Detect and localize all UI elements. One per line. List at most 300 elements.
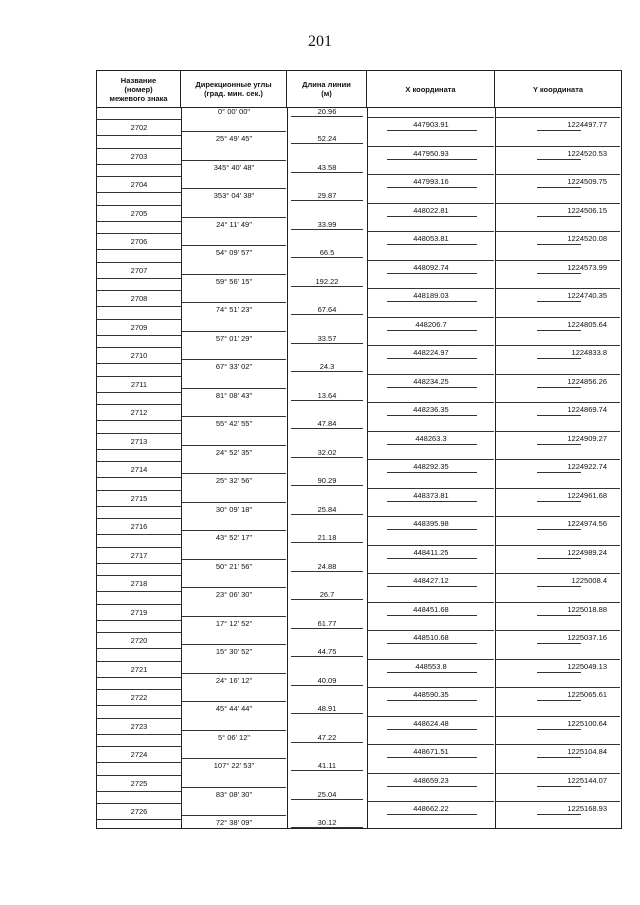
table-row-length: 33.99	[317, 219, 337, 229]
x-underline	[387, 273, 477, 274]
x-underline	[387, 757, 477, 758]
y-rule-upper	[496, 630, 620, 631]
table-row-length: 61.77	[317, 618, 337, 628]
name-rule-upper	[97, 319, 181, 320]
table-row-angle: 43° 52' 17"	[215, 533, 253, 542]
boundary-points-table	[96, 70, 622, 829]
table-row-x: 448659.23	[413, 775, 449, 785]
y-rule-upper	[496, 146, 620, 147]
table-row-name: 2704	[130, 180, 148, 189]
name-rule-upper	[97, 575, 181, 576]
x-underline	[387, 216, 477, 217]
name-rule-lower	[97, 420, 181, 421]
name-rule-lower	[97, 591, 181, 592]
table-row-x: 448553.8	[415, 661, 447, 671]
table-row-angle: 67° 33' 02"	[215, 362, 253, 371]
table-row-length: 47.22	[317, 732, 337, 742]
angle-rule	[182, 587, 286, 588]
table-row-y: 1224974.56	[567, 519, 607, 528]
table-row-y: 1225037.16	[567, 633, 607, 642]
length-underline	[291, 713, 363, 714]
name-rule-upper	[97, 148, 181, 149]
y-rule-upper	[496, 516, 620, 517]
name-rule-upper	[97, 632, 181, 633]
name-rule-lower	[97, 335, 181, 336]
table-row-y: 1224509.75	[567, 177, 607, 186]
table-row-length: 13.64	[317, 390, 337, 400]
x-rule-upper	[368, 203, 494, 204]
x-rule-upper	[368, 687, 494, 688]
x-rule-upper	[368, 744, 494, 745]
name-rule-lower	[97, 135, 181, 136]
name-rule-lower	[97, 306, 181, 307]
x-rule-upper	[368, 545, 494, 546]
table-row-angle: 55° 42' 55"	[215, 419, 253, 428]
table-row-y: 1225065.61	[567, 690, 607, 699]
y-underline	[537, 729, 581, 730]
length-underline	[291, 286, 363, 287]
y-underline	[537, 643, 581, 644]
name-rule-lower	[97, 506, 181, 507]
y-underline	[537, 130, 581, 131]
y-rule-upper	[496, 602, 620, 603]
table-row-name: 2706	[130, 237, 148, 246]
x-underline	[387, 586, 477, 587]
table-row-name: 2714	[130, 465, 148, 474]
angle-rule	[182, 131, 286, 132]
angle-rule	[182, 473, 286, 474]
name-rule-lower	[97, 620, 181, 621]
x-rule-upper	[368, 231, 494, 232]
x-rule-upper	[368, 402, 494, 403]
table-row-length: 67.64	[317, 305, 337, 314]
name-rule-upper	[97, 119, 181, 120]
name-rule-upper	[97, 490, 181, 491]
table-row-y: 1225144.07	[567, 775, 607, 785]
angle-rule	[182, 359, 286, 360]
table-row-y: 1224833.8	[571, 348, 607, 357]
table-row-angle: 17° 12' 52"	[215, 618, 253, 628]
table-row-x: 448510.68	[413, 633, 449, 642]
table-row-length: 32.02	[317, 447, 337, 457]
y-rule-upper	[496, 459, 620, 460]
x-rule-upper	[368, 716, 494, 717]
y-rule-upper	[496, 260, 620, 261]
table-row-x: 448624.48	[413, 718, 449, 728]
table-row-name: 2705	[130, 208, 148, 218]
angle-rule	[182, 160, 286, 161]
y-rule-upper	[496, 773, 620, 774]
table-row-name: 2710	[130, 351, 148, 360]
table-row-angle: 25° 32' 56"	[215, 476, 253, 485]
table-row-y: 1225008.4	[571, 576, 607, 585]
x-underline	[387, 472, 477, 473]
name-rule-lower	[97, 449, 181, 450]
table-row-name: 2713	[130, 436, 148, 446]
y-underline	[537, 330, 581, 331]
y-rule-upper	[496, 573, 620, 574]
name-rule-upper	[97, 233, 181, 234]
y-rule-upper	[496, 117, 620, 118]
table-row-angle: 107° 22' 53"	[213, 761, 255, 770]
y-underline	[537, 159, 581, 160]
x-underline	[387, 330, 477, 331]
length-underline	[291, 314, 363, 315]
angle-rule	[182, 331, 286, 332]
table-row-y: 1225018.88	[567, 604, 607, 614]
table-row-x: 448451.68	[413, 604, 449, 614]
table-row-length: 52.24	[317, 134, 337, 143]
table-row-angle: 5° 06' 12"	[217, 732, 251, 742]
y-underline	[537, 529, 581, 530]
table-row-name: 2723	[130, 721, 148, 731]
y-rule-upper	[496, 288, 620, 289]
name-rule-upper	[97, 262, 181, 263]
column-divider	[287, 107, 288, 829]
length-underline	[291, 200, 363, 201]
table-row-length: 41.11	[317, 761, 337, 770]
y-underline	[537, 444, 581, 445]
length-underline	[291, 371, 363, 372]
table-row-angle: 24° 11' 49"	[216, 219, 252, 229]
length-underline	[291, 571, 363, 572]
header-y: Y координата	[532, 84, 584, 94]
name-rule-upper	[97, 803, 181, 804]
angle-rule	[182, 787, 286, 788]
y-rule-upper	[496, 801, 620, 802]
x-rule-upper	[368, 602, 494, 603]
header-name: Название (номер) межевого знака	[97, 71, 181, 107]
table-row-x: 448224.97	[413, 348, 449, 357]
y-underline	[537, 757, 581, 758]
table-row-name: 2724	[130, 750, 148, 759]
y-rule-upper	[496, 545, 620, 546]
table-row-angle: 25° 49' 45"	[215, 134, 253, 143]
y-underline	[537, 586, 581, 587]
table-row-name: 2719	[130, 607, 148, 617]
table-row-name: 2702	[130, 123, 148, 132]
length-underline	[291, 343, 363, 344]
length-underline	[291, 485, 363, 486]
table-row-x: 448053.81	[413, 234, 449, 243]
table-row-length: 90.29	[317, 476, 337, 485]
name-rule-upper	[97, 404, 181, 405]
table-row-x: 448292.35	[413, 462, 449, 471]
length-underline	[291, 457, 363, 458]
name-rule-upper	[97, 347, 181, 348]
y-underline	[537, 472, 581, 473]
x-underline	[387, 415, 477, 416]
table-row-angle: 30° 09' 18"	[215, 504, 253, 514]
x-rule-upper	[368, 659, 494, 660]
y-rule-upper	[496, 374, 620, 375]
table-row-length: 66.5	[319, 248, 335, 257]
length-underline	[291, 827, 363, 828]
y-underline	[537, 415, 581, 416]
table-row-name: 2721	[130, 664, 148, 674]
table-row-x: 448373.81	[413, 490, 449, 500]
y-rule-upper	[496, 687, 620, 688]
header-angle: Дирекционные углы (град. мин. сек.)	[181, 71, 287, 107]
table-row-x: 448662.22	[413, 804, 449, 813]
table-row-angle: 57° 01' 29"	[215, 333, 253, 343]
x-underline	[387, 301, 477, 302]
angle-rule	[182, 388, 286, 389]
name-rule-lower	[97, 249, 181, 250]
table-row-length: 29.87	[317, 191, 337, 200]
name-rule-lower	[97, 734, 181, 735]
x-rule-upper	[368, 174, 494, 175]
name-rule-upper	[97, 775, 181, 776]
name-rule-lower	[97, 192, 181, 193]
table-row-y: 1225168.93	[567, 804, 607, 813]
x-rule-upper	[368, 516, 494, 517]
x-rule-upper	[368, 801, 494, 802]
name-rule-lower	[97, 677, 181, 678]
table-row-x: 448236.35	[413, 405, 449, 414]
length-underline	[291, 400, 363, 401]
table-row-name: 2720	[130, 636, 148, 645]
table-row-length: 192.22	[315, 276, 339, 286]
x-rule-upper	[368, 630, 494, 631]
name-rule-upper	[97, 518, 181, 519]
length-underline	[291, 742, 363, 743]
x-underline	[387, 187, 477, 188]
first-length: 20.96	[317, 107, 337, 116]
angle-rule	[182, 758, 286, 759]
table-row-x: 448263.3	[415, 433, 447, 443]
table-row-angle: 15° 30' 52"	[215, 647, 253, 656]
y-rule-upper	[496, 744, 620, 745]
x-underline	[387, 700, 477, 701]
table-row-length: 21.18	[317, 533, 337, 542]
x-rule-upper	[368, 573, 494, 574]
name-rule-lower	[97, 705, 181, 706]
table-row-name: 2703	[130, 151, 148, 161]
name-rule-upper	[97, 376, 181, 377]
name-rule-lower	[97, 791, 181, 792]
table-row-angle: 59° 56' 15"	[215, 276, 253, 286]
table-row-length: 30.12	[317, 818, 337, 827]
table-row-length: 40.09	[317, 675, 337, 685]
name-rule-lower	[97, 819, 181, 820]
length-underline	[291, 799, 363, 800]
table-header	[97, 71, 621, 108]
x-underline	[387, 244, 477, 245]
length-underline	[291, 685, 363, 686]
x-rule-upper	[368, 488, 494, 489]
table-row-angle: 24° 52' 35"	[215, 447, 253, 457]
y-rule-upper	[496, 716, 620, 717]
table-row-y: 1224869.74	[567, 405, 607, 414]
name-rule-lower	[97, 563, 181, 564]
angle-rule	[182, 217, 286, 218]
y-underline	[537, 615, 581, 616]
x-underline	[387, 814, 477, 815]
x-underline	[387, 643, 477, 644]
x-underline	[387, 672, 477, 673]
y-rule-upper	[496, 174, 620, 175]
x-underline	[387, 501, 477, 502]
length-underline	[291, 628, 363, 629]
table-row-name: 2709	[130, 322, 148, 332]
x-underline	[387, 444, 477, 445]
table-row-length: 25.84	[317, 504, 337, 514]
table-row-x: 447950.93	[413, 148, 449, 158]
y-rule-upper	[496, 203, 620, 204]
table-row-length: 24.88	[317, 561, 337, 571]
name-rule-lower	[97, 363, 181, 364]
name-rule-upper	[97, 718, 181, 719]
x-rule-upper	[368, 317, 494, 318]
x-rule-upper	[368, 146, 494, 147]
table-row-angle: 23° 06' 30"	[215, 590, 253, 599]
x-underline	[387, 130, 477, 131]
table-row-x: 447903.91	[413, 120, 449, 129]
table-row-y: 1224573.99	[567, 262, 607, 272]
table-row-y: 1224520.08	[567, 234, 607, 243]
table-row-y: 1224506.15	[567, 205, 607, 215]
table-row-y: 1224909.27	[567, 433, 607, 443]
name-rule-upper	[97, 433, 181, 434]
table-row-length: 33.57	[317, 333, 337, 343]
name-rule-upper	[97, 689, 181, 690]
table-row-name: 2717	[130, 550, 148, 560]
table-row-y: 1224740.35	[567, 291, 607, 300]
length-underline	[291, 770, 363, 771]
y-underline	[537, 814, 581, 815]
y-underline	[537, 387, 581, 388]
y-rule-upper	[496, 659, 620, 660]
length-underline	[291, 656, 363, 657]
table-row-angle: 54° 09' 57"	[215, 248, 253, 257]
y-underline	[537, 244, 581, 245]
table-row-length: 26.7	[319, 590, 335, 599]
length-underline	[291, 143, 363, 144]
table-row-x: 448427.12	[413, 576, 449, 585]
y-rule-upper	[496, 231, 620, 232]
angle-rule	[182, 815, 286, 816]
name-rule-lower	[97, 221, 181, 222]
y-underline	[537, 301, 581, 302]
name-rule-upper	[97, 746, 181, 747]
x-rule-upper	[368, 374, 494, 375]
name-rule-lower	[97, 278, 181, 279]
table-row-x: 448395.98	[413, 519, 449, 528]
angle-rule	[182, 644, 286, 645]
table-row-angle: 24° 16' 12"	[215, 675, 253, 685]
table-row-angle: 83° 08' 30"	[215, 789, 253, 799]
angle-rule	[182, 673, 286, 674]
y-rule-upper	[496, 345, 620, 346]
first-angle: 0° 00' 00"	[217, 107, 251, 116]
table-row-x: 448590.35	[413, 690, 449, 699]
y-underline	[537, 216, 581, 217]
table-row-name: 2716	[130, 522, 148, 531]
angle-rule	[182, 730, 286, 731]
y-underline	[537, 358, 581, 359]
x-underline	[387, 786, 477, 787]
angle-rule	[182, 188, 286, 189]
table-row-name: 2726	[130, 807, 148, 816]
x-underline	[387, 558, 477, 559]
x-rule-upper	[368, 431, 494, 432]
y-rule-upper	[496, 317, 620, 318]
name-rule-lower	[97, 648, 181, 649]
table-row-name: 2718	[130, 579, 148, 588]
angle-rule	[182, 530, 286, 531]
y-underline	[537, 273, 581, 274]
table-row-x: 448671.51	[413, 747, 449, 756]
name-rule-lower	[97, 762, 181, 763]
x-underline	[387, 159, 477, 160]
table-row-y: 1224961.68	[567, 490, 607, 500]
header-x: X координата	[367, 71, 495, 107]
x-rule-upper	[368, 288, 494, 289]
table-row-y: 1225049.13	[567, 661, 607, 671]
table-row-y: 1224856.26	[567, 376, 607, 386]
table-row-y: 1224805.64	[567, 319, 607, 329]
name-rule-upper	[97, 290, 181, 291]
angle-rule	[182, 416, 286, 417]
table-row-length: 43.58	[317, 162, 337, 172]
table-row-name: 2707	[130, 265, 148, 275]
table-row-y: 1225104.84	[567, 747, 607, 756]
y-underline	[537, 672, 581, 673]
name-rule-upper	[97, 461, 181, 462]
x-rule-upper	[368, 117, 494, 118]
y-rule-upper	[496, 402, 620, 403]
table-row-angle: 74° 51' 23"	[215, 305, 253, 314]
name-rule-upper	[97, 661, 181, 662]
table-row-x: 447993.16	[413, 177, 449, 186]
y-underline	[537, 700, 581, 701]
length-underline	[291, 172, 363, 173]
name-rule-lower	[97, 392, 181, 393]
table-row-x: 448411.25	[413, 547, 449, 557]
angle-rule	[182, 701, 286, 702]
table-row-x: 448206.7	[415, 319, 447, 329]
table-row-x: 448234.25	[413, 376, 449, 386]
table-row-name: 2712	[130, 408, 148, 417]
y-rule-upper	[496, 431, 620, 432]
table-row-angle: 81° 08' 43"	[215, 390, 253, 400]
length-underline	[291, 599, 363, 600]
table-row-y: 1224922.74	[567, 462, 607, 471]
table-row-y: 1225100.64	[567, 718, 607, 728]
x-rule-upper	[368, 345, 494, 346]
table-row-angle: 345° 40' 48"	[213, 162, 255, 172]
x-underline	[387, 529, 477, 530]
length-underline	[291, 514, 363, 515]
x-underline	[387, 387, 477, 388]
length-underline	[291, 257, 363, 258]
table-row-y: 1224497.77	[567, 120, 607, 129]
name-rule-upper	[97, 205, 181, 206]
table-row-length: 24.3	[319, 362, 335, 371]
y-underline	[537, 786, 581, 787]
header-length: Длина линии (м)	[287, 71, 367, 107]
table-row-angle: 353° 04' 38"	[213, 191, 255, 200]
table-row-name: 2715	[130, 493, 148, 503]
length-underline	[291, 428, 363, 429]
x-underline	[387, 615, 477, 616]
table-row-name: 2711	[130, 379, 148, 389]
x-rule-upper	[368, 260, 494, 261]
name-rule-upper	[97, 176, 181, 177]
x-underline	[387, 729, 477, 730]
table-row-x: 448189.03	[413, 291, 449, 300]
